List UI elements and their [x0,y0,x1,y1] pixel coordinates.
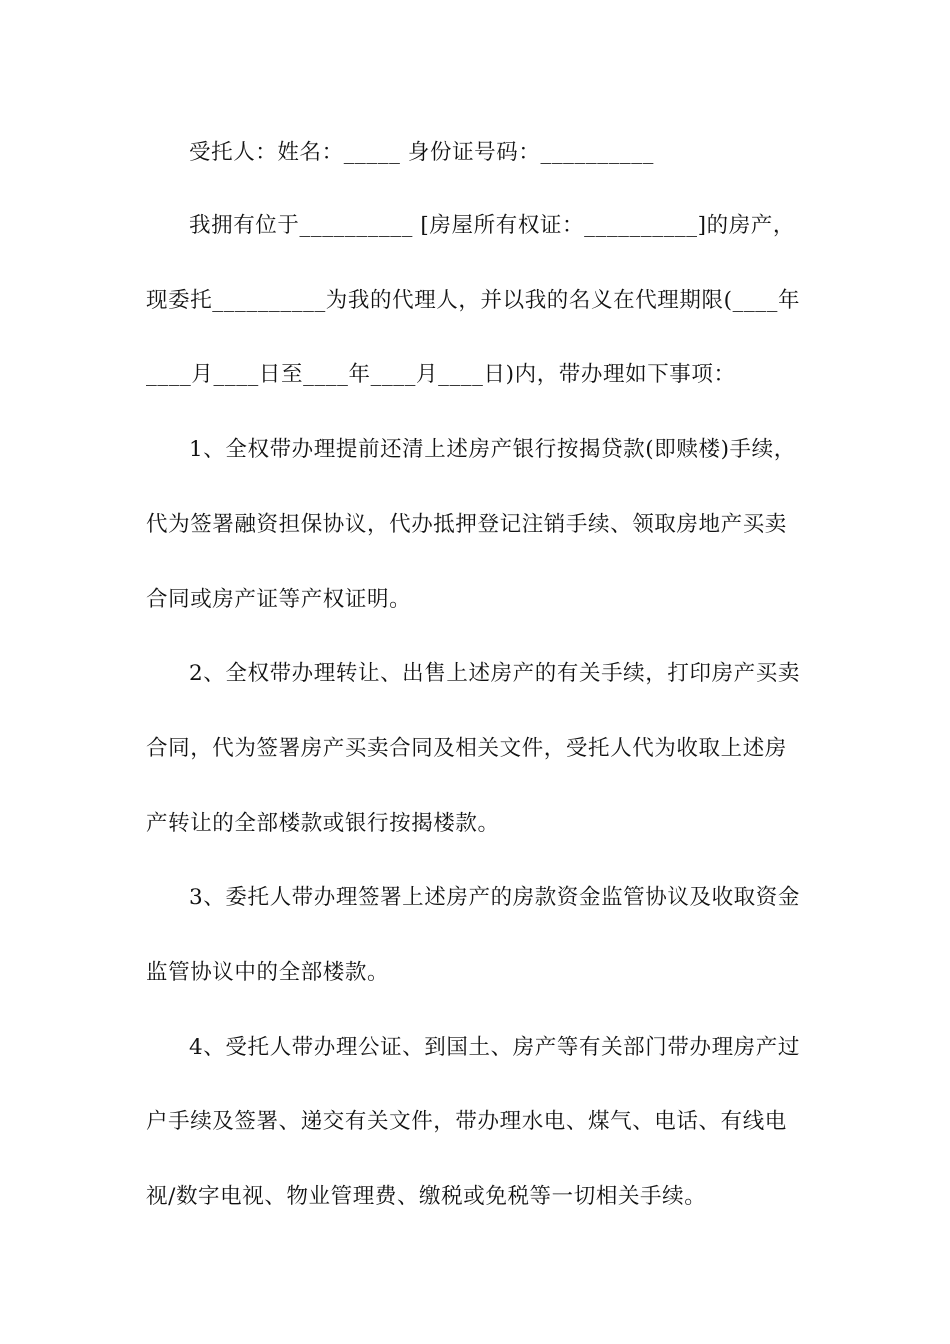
item-4-line-2: 户手续及签署、递交有关文件，带办理水电、煤气、电话、有线电 [146,1109,787,1134]
item-2-line-1: 2、全权带办理转让、出售上述房产的有关手续，打印房产买卖 [189,661,800,686]
item-1-line-2: 代为签署融资担保协议，代办抵押登记注销手续、领取房地产买卖 [146,512,787,537]
item-3-line-2: 监管协议中的全部楼款。 [146,960,390,985]
agency-period-line: ____月____日至____年____月____日)内，带办理如下事项： [146,362,736,387]
item-1-line-1: 1、全权带办理提前还清上述房产银行按揭贷款(即赎楼)手续， [189,437,796,462]
property-location-line: 我拥有位于__________ [房屋所有权证：__________]的房产， [189,213,796,238]
item-4-line-1: 4、受托人带办理公证、到国土、房产等有关部门带办理房产过 [189,1035,800,1060]
item-2-line-3: 产转让的全部楼款或银行按揭楼款。 [146,811,500,836]
item-1-line-3: 合同或房产证等产权证明。 [146,587,412,612]
trustee-info-line: 受托人：姓名：_____ 身份证号码：__________ [189,140,654,165]
item-4-line-3: 视/数字电视、物业管理费、缴税或免税等一切相关手续。 [146,1184,707,1209]
item-2-line-2: 合同，代为签署房产买卖合同及相关文件，受托人代为收取上述房 [146,736,787,761]
agent-appointment-line: 现委托__________为我的代理人，并以我的名义在代理期限(____年 [146,288,801,313]
item-3-line-1: 3、委托人带办理签署上述房产的房款资金监管协议及收取资金 [189,885,800,910]
